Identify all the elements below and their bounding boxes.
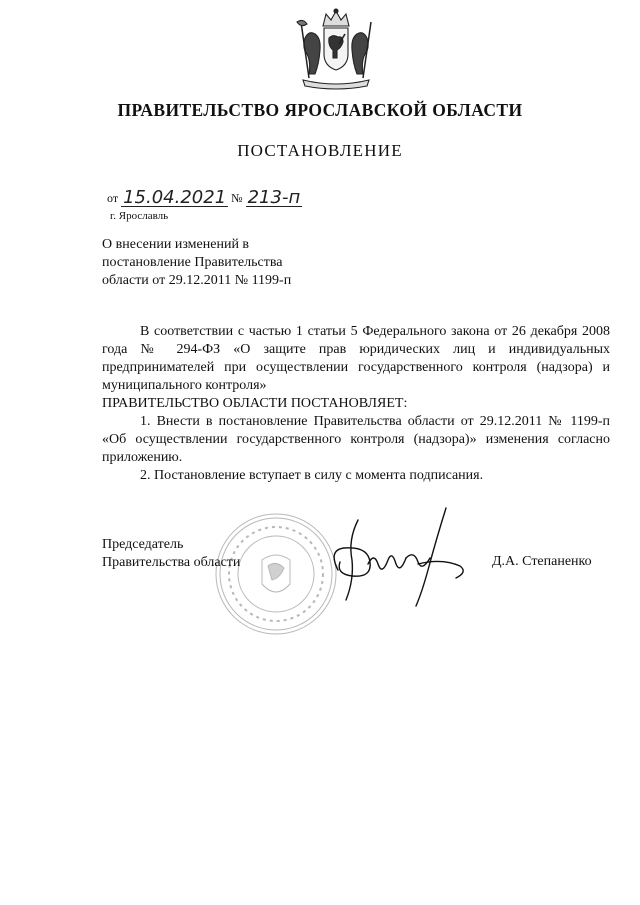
position-line: Правительства области xyxy=(102,555,241,570)
resolution-heading: ПРАВИТЕЛЬСТВО ОБЛАСТИ ПОСТАНОВЛЯЕТ: xyxy=(102,396,408,411)
date-number-line xyxy=(107,189,302,207)
date-prefix: от xyxy=(107,191,119,205)
document-type: ПОСТАНОВЛЕНИЕ xyxy=(237,141,403,160)
item-2-paragraph: 2. Постановление вступает в силу с момента подписания. xyxy=(140,468,484,483)
number-prefix: № xyxy=(231,191,243,205)
yaroslavl-coat-of-arms-icon xyxy=(293,8,379,90)
item-1-paragraph: 1. Внести в постановление Правительства области от 29.12.2011 № 1199-п «Об осуществлении государственного контроля (надзора)» изменения согласно приложению. xyxy=(102,414,610,465)
subject-line: области от 29.12.2011 № 1199-п xyxy=(102,273,292,288)
government-title: ПРАВИТЕЛЬСТВО ЯРОСЛАВСКОЙ ОБЛАСТИ xyxy=(117,100,523,120)
handwritten-signature-icon xyxy=(318,500,478,610)
document-date: 15.04.2021 xyxy=(123,187,227,208)
signatory-name: Д.А. Степаненко xyxy=(492,554,592,569)
document-number: 213-п xyxy=(247,187,301,208)
document-subject xyxy=(102,236,291,290)
document-body xyxy=(102,323,610,485)
subject-line: О внесении изменений в xyxy=(102,237,250,252)
city: г. Ярославль xyxy=(110,210,169,222)
signatory-position xyxy=(102,536,240,572)
subject-line: постановление Правительства xyxy=(102,255,283,270)
preamble-paragraph: В соответствии с частью 1 статьи 5 Федерального закона от 26 декабря 2008 года № 294-ФЗ «О защите прав юридических лиц и индивидуальных предпринимателей при осуществлении государственного контроля (надзора) и муниципального контроля» xyxy=(102,324,610,393)
position-line: Председатель xyxy=(102,537,184,552)
